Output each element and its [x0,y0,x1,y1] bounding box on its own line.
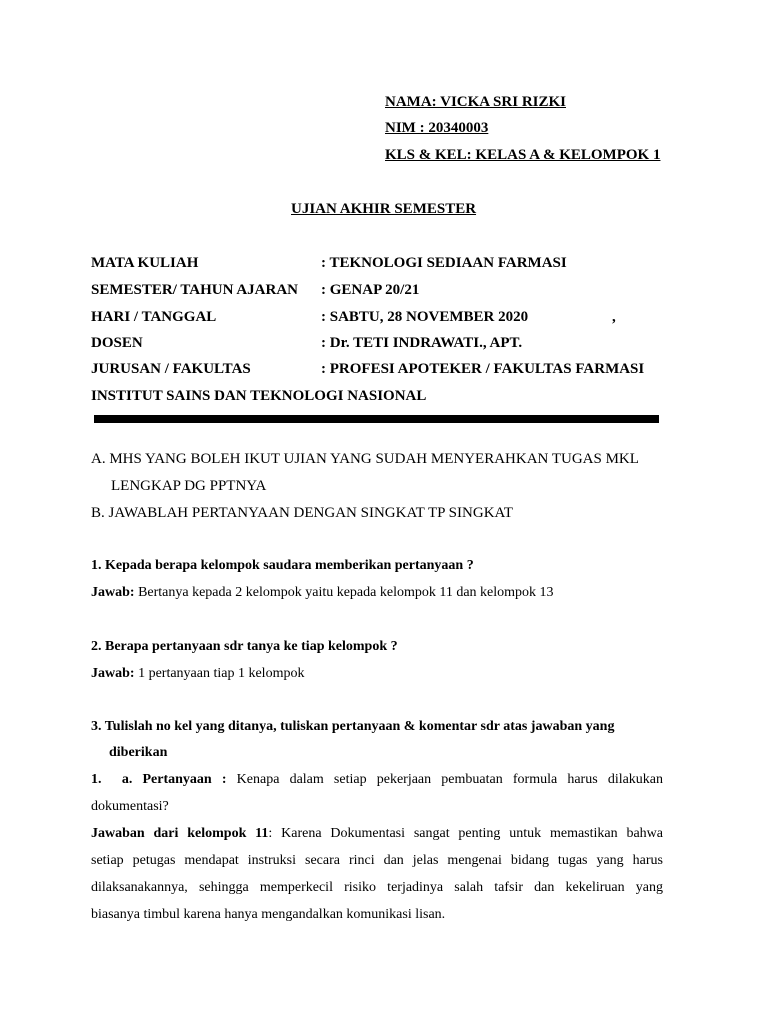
question-2: 2. Berapa pertanyaan sdr tanya ke tiap kelompok ? [91,639,398,654]
answer-3-question-line2: dokumentasi? [91,799,169,814]
student-nim: NIM : 20340003 [385,120,489,136]
answer-3-question-line1 [91,772,663,788]
answer-2-text: 1 pertanyaan tiap 1 kelompok [134,666,305,681]
answer-3-question-sep: : [211,772,227,787]
info-label-lecturer: DOSEN [91,335,143,351]
answer-3-response-line3: dilaksanakannya, sehingga memperkecil risiko terjadinya salah tafsir dan kekeliruan yang [91,880,663,895]
instruction-a-line1: A. MHS YANG BOLEH IKUT UJIAN YANG SUDAH MENYERAHKAN TUGAS MKL [91,451,639,467]
answer-3-response-line2: setiap petugas mendapat instruksi secara rinci dan jelas mengenai bidang tugas yang harus [91,853,663,868]
question-1: 1. Kepada berapa kelompok saudara memberikan pertanyaan ? [91,558,474,573]
answer-2 [91,666,304,682]
header-divider [94,415,659,423]
info-value-date: : SABTU, 28 NOVEMBER 2020 [321,309,529,325]
question-3-line2: diberikan [109,745,168,760]
info-value-faculty: : PROFESI APOTEKER / FAKULTAS FARMASI [321,361,645,377]
question-3-line1: 3. Tulislah no kel yang ditanya, tuliskan pertanyaan & komentar sdr atas jawaban yang [91,719,615,734]
exam-title: UJIAN AKHIR SEMESTER [291,201,477,217]
info-label-semester: SEMESTER/ TAHUN AJARAN [91,282,298,298]
student-class: KLS & KEL: KELAS A & KELOMPOK 1 [385,147,661,163]
answer-3-response-label: Jawaban dari kelompok 11 [91,826,269,841]
answer-1 [91,585,554,601]
answer-3-question-label: a. Pertanyaan [121,772,212,787]
answer-1-label: Jawab: [91,585,135,600]
info-stray-comma: , [612,309,616,325]
info-label-faculty: JURUSAN / FAKULTAS [91,361,251,377]
student-name: NAMA: VICKA SRI RIZKI [385,94,566,110]
instruction-a-line2: LENGKAP DG PPTNYA [111,478,267,494]
info-label-course: MATA KULIAH [91,255,199,271]
answer-3-number: 1. [91,772,102,787]
answer-2-label: Jawab: [91,666,135,681]
answer-1-text: Bertanya kepada 2 kelompok yaitu kepada kelompok 11 dan kelompok 13 [134,585,554,600]
answer-3-response-text1: : Karena Dokumentasi sangat penting untuk memastikan bahwa [268,826,663,841]
info-value-lecturer: : Dr. TETI INDRAWATI., APT. [321,335,523,351]
info-value-semester: : GENAP 20/21 [321,282,420,298]
answer-3-response-line1 [91,826,663,842]
institution-name: INSTITUT SAINS DAN TEKNOLOGI NASIONAL [91,388,427,404]
info-value-course: : TEKNOLOGI SEDIAAN FARMASI [321,255,567,271]
info-label-date: HARI / TANGGAL [91,309,217,325]
instruction-b: B. JAWABLAH PERTANYAAN DENGAN SINGKAT TP SINGKAT [91,505,513,521]
answer-3-question-text: Kenapa dalam setiap pekerjaan pembuatan formula harus dilakukan [236,772,664,787]
answer-3-response-line4: biasanya timbul karena hanya mengandalkan komunikasi lisan. [91,907,446,922]
